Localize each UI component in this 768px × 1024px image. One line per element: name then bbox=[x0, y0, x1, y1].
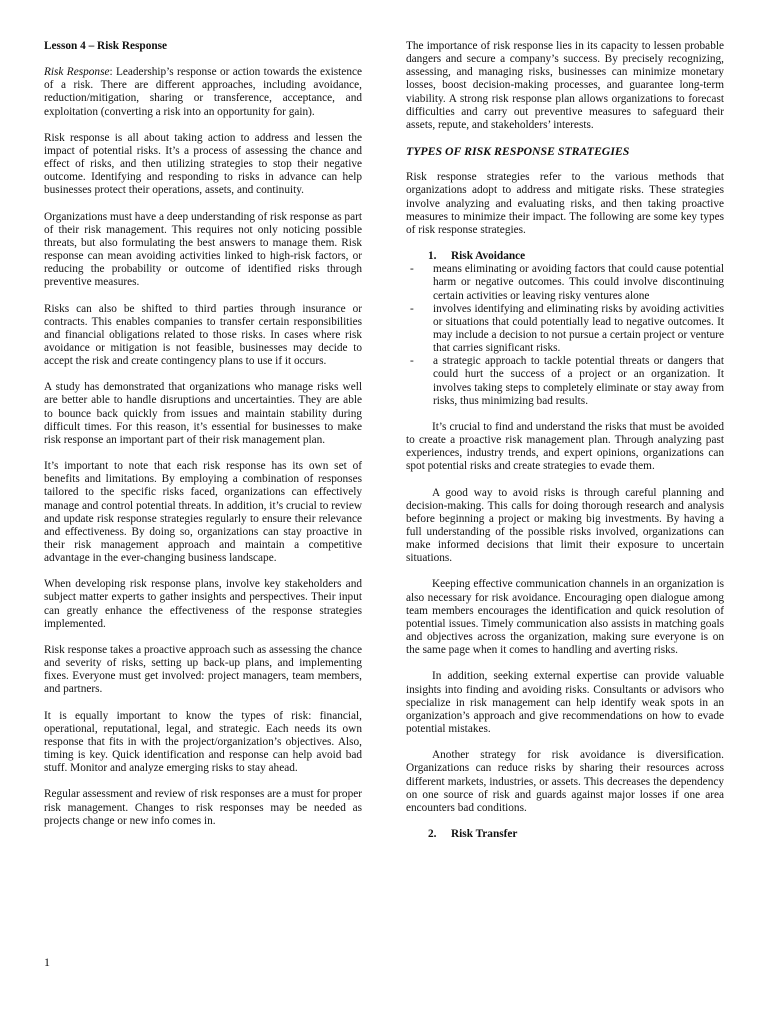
intro-paragraph bbox=[44, 66, 362, 119]
paragraph: It’s crucial to find and understand the risks that must be avoided to create a proactive risk management plan. Through analyzing past experiences, industry trends, and expert opinions, organizations can spot potential risks and create strategies to evade them. bbox=[406, 420, 724, 473]
list-item bbox=[406, 355, 724, 408]
paragraph: It’s important to note that each risk response has its own set of benefits and limitations. By employing a combination of responses tailored to the specific risks faced, organizations can effectively manage and control potential threats. In addition, it’s crucial to review and update risk response strategies regularly to ensure their relevance and effectiveness. By doing so, organizations can stay proactive in their risk management approach and maintain a competitive advantage in the ever-changing business landscape. bbox=[44, 460, 362, 565]
item-title: Risk Transfer bbox=[451, 827, 518, 840]
list-item bbox=[406, 263, 724, 302]
paragraph: Risks can also be shifted to third parties through insurance or contracts. This enables companies to transfer certain responsibilities and financial obligations related to those risks. In cases where risk avoidance or mitigation is not feasible, businesses may decide to accept the risk and create contingency plans to use if it occurs. bbox=[44, 302, 362, 368]
paragraph: Organizations must have a deep understanding of risk response as part of their risk management. This requires not only noticing possible threats, but also formulating the best answers to manage them. Risk response can mean avoiding activities linked to high-risk factors, or reducing the probability or outcome of identified risks through preventive measures. bbox=[44, 210, 362, 289]
paragraph: Regular assessment and review of risk responses are a must for proper risk management. Changes to risk responses may be needed as projects change or new info comes in. bbox=[44, 788, 362, 827]
item-heading-risk-transfer bbox=[406, 828, 724, 841]
intro-text: : Leadership’s response or action towards the existence of a risk. There are different approaches, including avoidance, reduction/mitigation, sharing or transference, acceptance, and exploitation (converting a risk into an opportunity for gain). bbox=[44, 66, 362, 118]
opening-paragraph: The importance of risk response lies in its capacity to lessen probable dangers and secure a company’s success. By precisely recognizing, assessing, and managing risks, businesses can minimize monetary losses, boost decision-making processes, and guarantee long-term viability. A strong risk response plan allows organizations to forecast difficulties and carry out preventive measures to safeguard their assets, repute, and stakeholders’ interests. bbox=[406, 40, 724, 131]
right-column bbox=[406, 40, 724, 841]
paragraph: A study has demonstrated that organizations who manage risks well are better able to handle disruptions and uncertainties. They are able to bounce back quickly from issues and maintain stability during difficult times. For this reason, it’s essential for businesses to make risk response an important part of their risk management plan. bbox=[44, 381, 362, 446]
section-intro: Risk response strategies refer to the various methods that organizations adopt to address and mitigate risks. These strategies involve analyzing and evaluating risks, and then taking proactive measures to minimize their impact. The following are some key types of risk response strategies. bbox=[406, 171, 724, 236]
paragraph: Another strategy for risk avoidance is diversification. Organizations can reduce risks by sharing their resources across different markets, industries, or assets. This decreases the dependency on one source of risk and guards against major losses if one area encounters bad conditions. bbox=[406, 749, 724, 814]
intro-term: Risk Response bbox=[44, 66, 110, 79]
item-title: Risk Avoidance bbox=[451, 250, 526, 263]
dash-marker: - bbox=[410, 302, 414, 315]
section-heading: TYPES OF RISK RESPONSE STRATEGIES bbox=[406, 144, 630, 159]
paragraph: In addition, seeking external expertise can provide valuable insights into finding and avoiding risks. Consultants or advisors who specialize in risk management can help identify weak spots in an organization’s approach and give recommendations on how to evade potential mistakes. bbox=[406, 670, 724, 736]
dash-marker: - bbox=[410, 263, 414, 276]
list-item bbox=[406, 303, 724, 356]
list-item-text: involves identifying and eliminating risks by avoiding activities or situations that could potentially lead to negative outcomes. It may include a decision to not pursue a certain project or venture that carries significant risks. bbox=[433, 302, 724, 355]
item-number: 2. bbox=[428, 827, 437, 840]
page-number: 1 bbox=[44, 955, 50, 969]
list-item-text: a strategic approach to tackle potential threats or dangers that could hurt the success of a project or an organization. It involves taking steps to completely eliminate or stay away from risks, thus minimizing bad results. bbox=[433, 355, 724, 407]
paragraph: A good way to avoid risks is through careful planning and decision-making. This calls for doing thorough research and analysis before beginning a project or making big investments. By having a full understanding of the possible risks involved, organizations can make informed decisions that limit their exposure to uncertain situations. bbox=[406, 486, 724, 565]
paragraph: When developing risk response plans, involve key stakeholders and subject matter experts to gather insights and perspectives. Their input can greatly enhance the effectiveness of the response strategies implemented. bbox=[44, 578, 362, 630]
paragraph: It is equally important to know the types of risk: financial, operational, reputational, legal, and strategic. Each needs its own response that fits in with the project/organization’s objectives. Also, timing is key. Quick identification and response can help avoid bad stuff. Monitor and analyze emerging risks to stay ahead. bbox=[44, 709, 362, 775]
list-item-text: means eliminating or avoiding factors that could cause potential harm or negative outcomes. This could involve discontinuing certain activities or leaving risky ventures alone bbox=[433, 263, 724, 302]
item-number: 1. bbox=[428, 250, 437, 263]
paragraph: Risk response takes a proactive approach such as assessing the chance and severity of risks, setting up back-up plans, and implementing fixes. Everyone must get involved: project managers, team members, and partners. bbox=[44, 643, 362, 696]
paragraph: Keeping effective communication channels in an organization is also necessary for risk avoidance. Encouraging open dialogue among team members encourages the identification and quick resolution of potential issues. Timely communication also assists in matching goals and objectives across the organization, making sure everyone is on the same page when it comes to handling and averting risks. bbox=[406, 578, 724, 657]
item-heading-risk-avoidance bbox=[406, 250, 724, 263]
lesson-title: Lesson 4 – Risk Response bbox=[44, 40, 168, 52]
dash-marker: - bbox=[410, 355, 414, 368]
bullet-list bbox=[406, 263, 724, 408]
paragraph: Risk response is all about taking action to address and lessen the impact of potential risks. It’s a process of assessing the chance and effect of risks, and then utilizing strategies to stop their negative outcome. Identifying and responding to risks in advance can help businesses protect their operations, assets, and continuity. bbox=[44, 131, 362, 197]
left-column bbox=[44, 40, 362, 841]
